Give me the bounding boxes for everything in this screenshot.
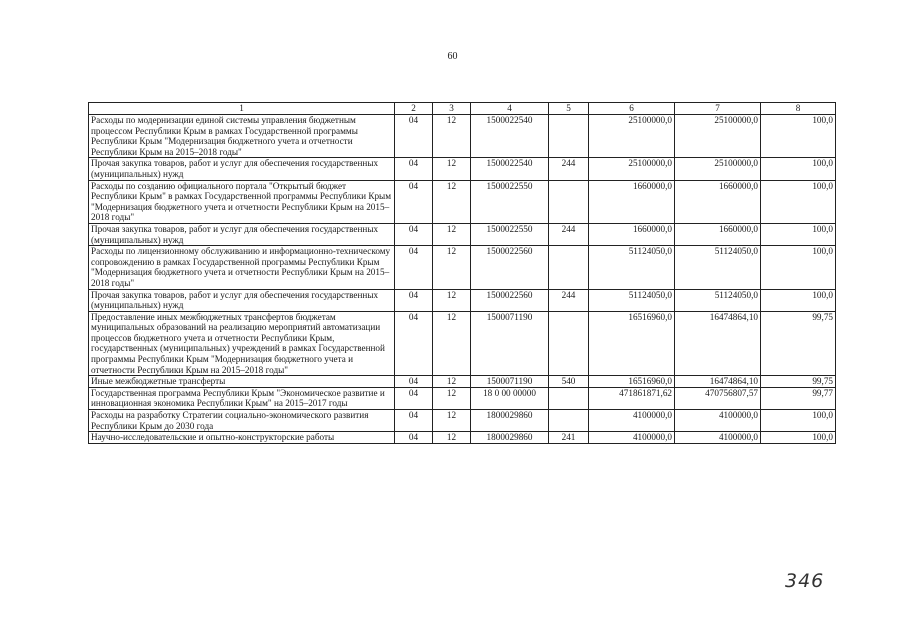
row-expense-type: 244 xyxy=(549,223,589,245)
row-percent: 99,75 xyxy=(761,376,836,388)
row-section: 04 xyxy=(395,115,433,158)
row-expense-type: 244 xyxy=(549,289,589,311)
column-header: 5 xyxy=(549,103,589,115)
row-name: Прочая закупка товаров, работ и услуг для обеспечения государственных (муниципальных) нужд xyxy=(89,289,395,311)
row-section: 04 xyxy=(395,223,433,245)
row-percent: 100,0 xyxy=(761,115,836,158)
row-planned: 4100000,0 xyxy=(589,410,675,432)
row-name: Расходы по созданию официального портала "Открытый бюджет Республики Крым" в рамках Государственной программы Республики Крым "Модернизация бюджетного учета и отчетности Республики Крым на 2015–2018 годы" xyxy=(89,180,395,223)
row-percent: 100,0 xyxy=(761,410,836,432)
column-header: 4 xyxy=(471,103,549,115)
column-header: 8 xyxy=(761,103,836,115)
row-executed: 16474864,10 xyxy=(675,376,761,388)
row-section: 04 xyxy=(395,246,433,289)
row-subsection: 12 xyxy=(433,158,471,180)
row-name: Расходы по лицензионному обслуживанию и информационно-техническому сопровождению в рамках Государственной программы Республики Крым "Модернизация бюджетного учета и отчетности Республики Крым на 2015–2018 годы" xyxy=(89,246,395,289)
row-planned: 4100000,0 xyxy=(589,432,675,444)
row-planned: 51124050,0 xyxy=(589,246,675,289)
row-target-article: 1800029860 xyxy=(471,432,549,444)
column-header: 3 xyxy=(433,103,471,115)
row-planned: 471861871,62 xyxy=(589,387,675,409)
row-percent: 100,0 xyxy=(761,289,836,311)
row-section: 04 xyxy=(395,432,433,444)
row-name: Научно-исследовательские и опытно-конструкторские работы xyxy=(89,432,395,444)
page-number: 60 xyxy=(447,51,458,62)
row-executed: 1660000,0 xyxy=(675,223,761,245)
row-name: Иные межбюджетные трансферты xyxy=(89,376,395,388)
row-executed: 51124050,0 xyxy=(675,246,761,289)
row-expense-type xyxy=(549,311,589,376)
table-row xyxy=(89,158,836,180)
row-expense-type: 540 xyxy=(549,376,589,388)
row-subsection: 12 xyxy=(433,311,471,376)
row-expense-type xyxy=(549,410,589,432)
table-row xyxy=(89,432,836,444)
row-planned: 25100000,0 xyxy=(589,115,675,158)
row-name: Прочая закупка товаров, работ и услуг для обеспечения государственных (муниципальных) нужд xyxy=(89,223,395,245)
row-subsection: 12 xyxy=(433,223,471,245)
row-percent: 99,75 xyxy=(761,311,836,376)
row-planned: 51124050,0 xyxy=(589,289,675,311)
row-target-article: 1500022550 xyxy=(471,223,549,245)
table-row xyxy=(89,180,836,223)
row-section: 04 xyxy=(395,289,433,311)
row-target-article: 1800029860 xyxy=(471,410,549,432)
row-section: 04 xyxy=(395,311,433,376)
row-section: 04 xyxy=(395,410,433,432)
row-percent: 100,0 xyxy=(761,246,836,289)
row-executed: 470756807,57 xyxy=(675,387,761,409)
row-subsection: 12 xyxy=(433,410,471,432)
row-section: 04 xyxy=(395,158,433,180)
row-subsection: 12 xyxy=(433,180,471,223)
row-target-article: 1500022540 xyxy=(471,115,549,158)
row-expense-type xyxy=(549,180,589,223)
column-header: 6 xyxy=(589,103,675,115)
row-executed: 1660000,0 xyxy=(675,180,761,223)
table-row xyxy=(89,289,836,311)
row-section: 04 xyxy=(395,180,433,223)
budget-table xyxy=(88,102,836,444)
row-expense-type xyxy=(549,387,589,409)
column-header: 7 xyxy=(675,103,761,115)
row-expense-type: 241 xyxy=(549,432,589,444)
column-header: 1 xyxy=(89,103,395,115)
table-row xyxy=(89,223,836,245)
row-section: 04 xyxy=(395,387,433,409)
row-subsection: 12 xyxy=(433,246,471,289)
row-subsection: 12 xyxy=(433,289,471,311)
row-name: Расходы по модернизации единой системы управления бюджетным процессом Республики Крым в рамках Государственной программы Республики Крым "Модернизация бюджетного учета и отчетности Республики Крым на 2015–2018 годы" xyxy=(89,115,395,158)
row-planned: 16516960,0 xyxy=(589,311,675,376)
row-name: Государственная программа Республики Крым "Экономическое развитие и инновационная экономика Республики Крым" на 2015–2017 годы xyxy=(89,387,395,409)
row-executed: 4100000,0 xyxy=(675,432,761,444)
row-planned: 16516960,0 xyxy=(589,376,675,388)
row-percent: 99,77 xyxy=(761,387,836,409)
row-percent: 100,0 xyxy=(761,158,836,180)
row-target-article: 1500071190 xyxy=(471,376,549,388)
row-target-article: 18 0 00 00000 xyxy=(471,387,549,409)
table-row xyxy=(89,410,836,432)
handwritten-page-mark: 346 xyxy=(785,570,825,592)
row-target-article: 1500022560 xyxy=(471,246,549,289)
row-name: Расходы на разработку Стратегии социально-экономического развития Республики Крым до 2030 года xyxy=(89,410,395,432)
row-executed: 25100000,0 xyxy=(675,158,761,180)
row-percent: 100,0 xyxy=(761,223,836,245)
row-name: Предоставление иных межбюджетных трансфертов бюджетам муниципальных образований на реализацию мероприятий автоматизации процессов бюджетного учета и отчетности Республики Крым, государственных (муниципальных) учреждений в рамках Государственной программы Республики Крым "Модернизация бюджетного учета и отчетности Республики Крым на 2015–2018 годы" xyxy=(89,311,395,376)
row-subsection: 12 xyxy=(433,115,471,158)
row-subsection: 12 xyxy=(433,387,471,409)
row-percent: 100,0 xyxy=(761,432,836,444)
row-target-article: 1500022560 xyxy=(471,289,549,311)
column-header: 2 xyxy=(395,103,433,115)
row-executed: 51124050,0 xyxy=(675,289,761,311)
row-executed: 16474864,10 xyxy=(675,311,761,376)
row-subsection: 12 xyxy=(433,376,471,388)
row-target-article: 1500022550 xyxy=(471,180,549,223)
row-target-article: 1500022540 xyxy=(471,158,549,180)
row-executed: 25100000,0 xyxy=(675,115,761,158)
row-percent: 100,0 xyxy=(761,180,836,223)
row-subsection: 12 xyxy=(433,432,471,444)
row-executed: 4100000,0 xyxy=(675,410,761,432)
row-name: Прочая закупка товаров, работ и услуг для обеспечения государственных (муниципальных) нужд xyxy=(89,158,395,180)
table-row xyxy=(89,115,836,158)
row-planned: 25100000,0 xyxy=(589,158,675,180)
table-row xyxy=(89,311,836,376)
table-row xyxy=(89,246,836,289)
table-row xyxy=(89,376,836,388)
row-planned: 1660000,0 xyxy=(589,180,675,223)
row-planned: 1660000,0 xyxy=(589,223,675,245)
row-target-article: 1500071190 xyxy=(471,311,549,376)
row-section: 04 xyxy=(395,376,433,388)
row-expense-type xyxy=(549,246,589,289)
header-row xyxy=(89,103,836,115)
row-expense-type xyxy=(549,115,589,158)
table-row xyxy=(89,387,836,409)
row-expense-type: 244 xyxy=(549,158,589,180)
